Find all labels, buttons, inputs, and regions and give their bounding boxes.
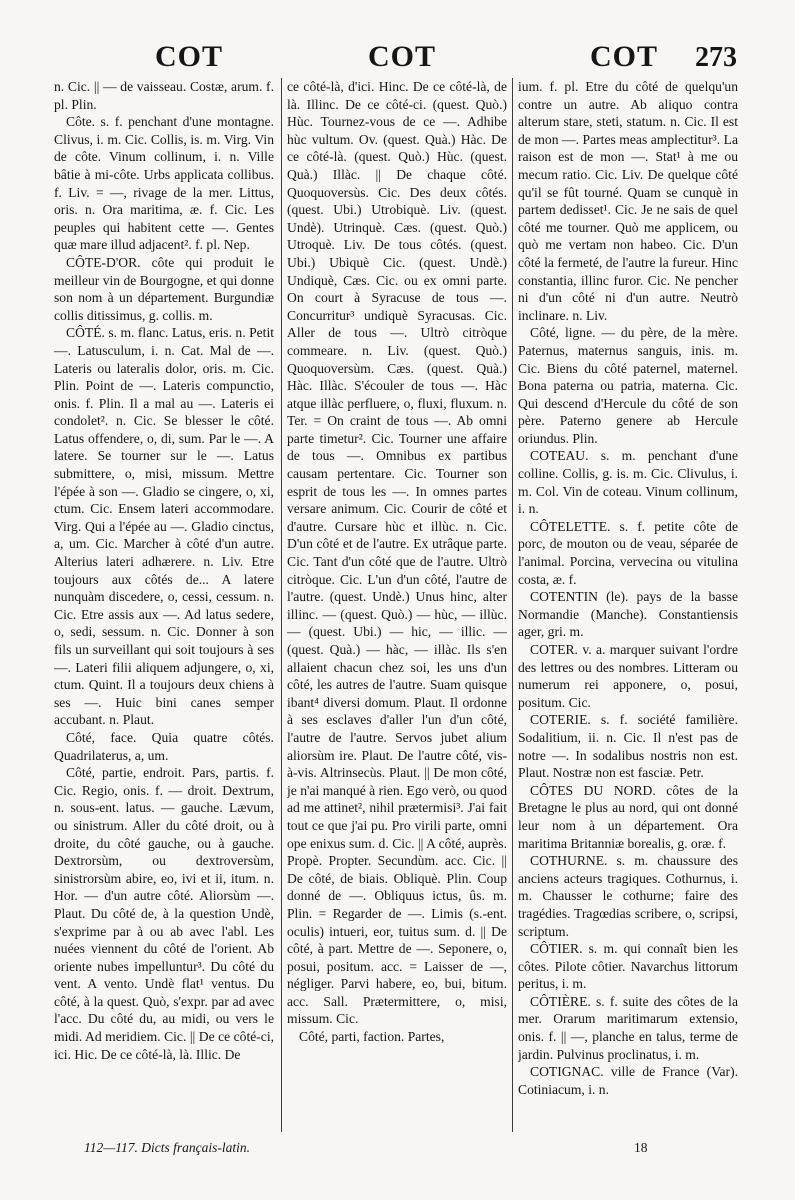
header-word-right: COT [590, 40, 659, 73]
entry-paragraph: Côté, face. Quia quatre côtés. Quadrilaterus, a, um. [54, 729, 274, 763]
entry-paragraph: COTER. v. a. marquer suivant l'ordre des lettres ou des nombres. Litteram ou numerum rei apponere, o, posui, positum. Cic. [518, 642, 738, 710]
entry-paragraph: COTERIE. s. f. société familière. Sodalitium, ii. n. Cic. Il n'est pas de notre —. In sodalibus nostris non est. Plaut. Nostræ non est fasciæ. Petr. [518, 712, 738, 781]
header-word-center: COT [368, 40, 437, 73]
entry-paragraph: COTENTIN (le). pays de la basse Normandie (Manche). Constantiensis ager, gri. m. [518, 589, 738, 640]
page-footer [0, 1140, 795, 1160]
entry-paragraph: CÔTÉ. s. m. flanc. Latus, eris. n. Petit —. Latusculum, i. n. Cat. Mal de —. Lateris ou lateralis dolor, oris. m. Cic. Plin. Point de —. Lateris compunctio, onis. f. Plin. Il a mal au —. Lateris ei condolet². n. Cic. Se blesser le côté. Latus offendere, o, di, sum. Par le —. A latere. Se tourner sur le —. Latus submittere, o, misi, missum. Mettre l'épée à son —. Gladio se cingere, o, xi, ctum. Cic. Ensem lateri accommodare. Virg. Qui a l'épée au —. Gladio cinctus, a, um. Cic. Marcher à côté d'un autre. Alterius lateri adhærere. n. Liv. Etre toujours aux côtés de... A latere nunquàm discedere, o, cessi, cessum. n. Cic. Etre assis aux —. Ad latus sedere, o, sedi, sessum. n. Cic. Donner à son fils un surveillant qui soit toujours à ses —. Lateri filii aliquem adjungere, o, xi, ctum. Quint. Il a toujours deux chiens à ses —. Huic bini canes semper accubant. n. Plaut. [54, 325, 274, 728]
column-right [518, 78, 738, 1132]
entry-paragraph: Côté, partie, endroit. Pars, partis. f. Cic. Regio, onis. f. — droit. Dextrum, n. sous-ent. latus. — gauche. Lævum, ou sinistrum. Aller du côté droit, ou à droite, du côté gauche, ou à gauche. Dextrorsùm, ou dextroversùm, sinistrorsùm abire, eo, ivi et ii, itum. n. Hor. — d'un autre côté. Aliorsùm —. Plaut. Du côté de, à la question Undè, s'exprime par à ou ab avec l'abl. Les nuées viennent du côté de l'orient. Ab oriente nubes impelluntur³. Du côté du vent. A vento. Undè flat¹ ventus. Du côté, à la quest. Quò, s'expr. par ad avec l'acc. Du côté du, au midi, ou vers le midi. Ad meridiem. Cic. || De ce côté-ci, ici. Hic. De ce côté-là, là. Illic. De [54, 765, 274, 1062]
entry-paragraph: CÔTELETTE. s. f. petite côte de porc, de mouton ou de veau, séparée de l'animal. Porcina, vervecina ou vitulina costa, æ. f. [518, 518, 738, 587]
printer-signature: 112—117. Dicts français-latin. [84, 1140, 250, 1155]
entry-paragraph: COTEAU. s. m. penchant d'une colline. Collis, g. is. m. Cic. Clivulus, i. m. Col. Vin de coteau. Vinum collinum, i. n. [518, 448, 738, 517]
header-word-left: COT [155, 40, 224, 73]
running-header [0, 40, 795, 80]
entry-paragraph: ce côté-là, d'ici. Hinc. De ce côté-là, de là. Illinc. De ce côté-ci. (quest. Quò.) Hùc. Tournez-vous de ce —. Adhibe hùc vultum. Ov. (quest. Quà.) Hàc. De ce côté-là. (quest. Quò.) Hùc. (quest. Quà.) Illàc. || De chaque côté. Quoquoversùs. Cic. Des deux côtés. (quest. Ubi.) Utrobiquè. Liv. (quest. Undè). Utrinquè. Cæs. (quest. Quò.) Utroquè. Liv. De tous côtés. (quest. Ubi.) Ubiquè Cic. (quest. Undè.) Undiquè, Cæs. Cic. ou ex omni parte. On court à Syracuse de tous —. Concurritur³ undiquè Syracusas. Cic. Aller de tous —. Ultrò citròque commeare. n. Liv. (quest. Quò.) Quoquoversùm. Cæs. (quest. Quà.) Hàc. Illàc. S'écouler de tous —. Hàc atque illàc perfluere, o, fluxi, fluxum. n. Ter. = On craint de tous —. Ab omni parte timetur². Cic. Tourner une affaire de tous —. Omnibus ex partibus causam pertentare. Cic. Tourner son esprit de tous les —. In omnes partes versare animum. Cic. Courir de côté et d'autre. Cursare hùc et illùc. n. Cic. D'un côté et de l'autre. Ex utrâque parte. Cic. Tant d'un côté que de l'autre. Ultrò citròque. Cic. L'un d'un côté, l'autre de l'autre. (quest. Undè.) Unus hinc, alter illinc. — (quest. Quò.) — hùc, — illùc. — (quest. Ubi.) — hic, — illic. — (quest. Quà.) — hàc, — illàc. Ils s'en allaient chacun chez soi, les uns d'un côté, les autres de l'autre. Suam quisque ibant⁴ diversi domum. Plaut. Il ordonne à ses esclaves d'aller l'un d'un côté, l'autre de l'autre. Servos jubet alium aliorsùm ire. Plaut. De l'autre côté, vis-à-vis. Altrinsecùs. Plaut. || De mon côté, je n'ai manqué à rien. Ego verò, ou quod ad me attinet², nihil prætermisi³. J'ai fait tout ce que j'ai pu. Pro virili parte, omni ope enixus sum. d. Cic. || A côté, auprès. Propè. Propter. Secundùm. acc. Cic. || De côté, de biais. Obliquè. Plin. Coup donné de —. Obliquus ictus, ûs. m. Plin. = Regarder de —. Limis (s.-ent. oculis) intueri, eor, tuitus sum. d. || De côté, à part. Mettre de —. Seponere, o, posui, positum. acc. = Laisser de —, négliger. Parvi habere, eo, bui, bitum. acc. Sall. Prætermittere, o, misi, missum. Cic. [287, 79, 507, 1027]
entry-paragraph: COTIGNAC. ville de France (Var). Cotiniacum, i. n. [518, 1064, 738, 1097]
entry-paragraph: CÔTIÈRE. s. f. suite des côtes de la mer. Orarum maritimarum extensio, onis. f. || —, planche en talus, terme de jardin. Pulvinus proclinatus, i. m. [518, 993, 738, 1062]
column-center [287, 78, 507, 1132]
entry-paragraph: Côté, ligne. — du père, de la mère. Paternus, maternus sanguis, inis. m. Cic. Biens du côté paternel, maternel. Bona paterna ou patria, materna. Cic. Qui descend d'Hercule du côté de son père. Paterno genere ab Hercule oriundus. Plin. [518, 325, 738, 446]
entry-paragraph: Côté, parti, faction. Partes, [299, 1029, 445, 1045]
page-number: 273 [695, 42, 737, 73]
entry-paragraph: CÔTE-D'OR. côte qui produit le meilleur vin de Bourgogne, et qui donne son nom à un département. Burgundiæ collis ditissimus, g. collis. m. [54, 254, 274, 323]
entry-paragraph: ium. f. pl. Etre du côté de quelqu'un contre un autre. Ab aliquo contra alterum stare, steti, statum. n. Cic. Il est de mon —. Partes meas amplectitur³. La raison est de mon —. Stat¹ à me ou mecum ratio. Cic. Liv. De quelque côté qu'il se fût tourné. Quam se cunquè in partem dedisset¹. Cic. Je ne sais de quel côté me tourner. Quò me applicem, ou quò me vertam non habeo. Cic. D'un côté la fermeté, de l'autre la fureur. Hinc constantia, illinc furor. Cic. Ne pencher ni d'un côté ni d'un autre. Neutrò inclinare. n. Liv. [518, 79, 738, 323]
column-rule [512, 78, 513, 1132]
entry-paragraph: CÔTES DU NORD. côtes de la Bretagne le plus au nord, qui ont donné leur nom à un département. Ora maritima Britanniæ borealis, g. oræ. f. [518, 782, 738, 851]
entry-paragraph: COTHURNE. s. m. chaussure des anciens acteurs tragiques. Cothurnus, i. m. Chausser le cothurne; faire des tragédies. Tragœdias scribere, o, scripsi, scriptum. [518, 853, 738, 939]
column-rule [281, 78, 282, 1132]
entry-paragraph: Côte. s. f. penchant d'une montagne. Clivus, i. m. Cic. Collis, is. m. Virg. Vin de côte. Vinum collinum, i. n. Ville bâtie à mi-côte. Urbs applicata collibus. f. Liv. = —, rivage de la mer. Littus, oris. n. Ora maritima, æ. f. Cic. Les peuples qui habitent cette —. Gentes quæ mare illud adjacent². f. pl. Nep. [54, 114, 274, 253]
column-left [54, 78, 274, 1132]
entry-paragraph: n. Cic. || — de vaisseau. Costæ, arum. f. pl. Plin. [54, 79, 274, 112]
folio-number: 18 [634, 1140, 648, 1155]
entry-paragraph: CÔTIER. s. m. qui connaît bien les côtes. Pilote côtier. Navarchus littorum peritus, i. m. [518, 941, 738, 992]
